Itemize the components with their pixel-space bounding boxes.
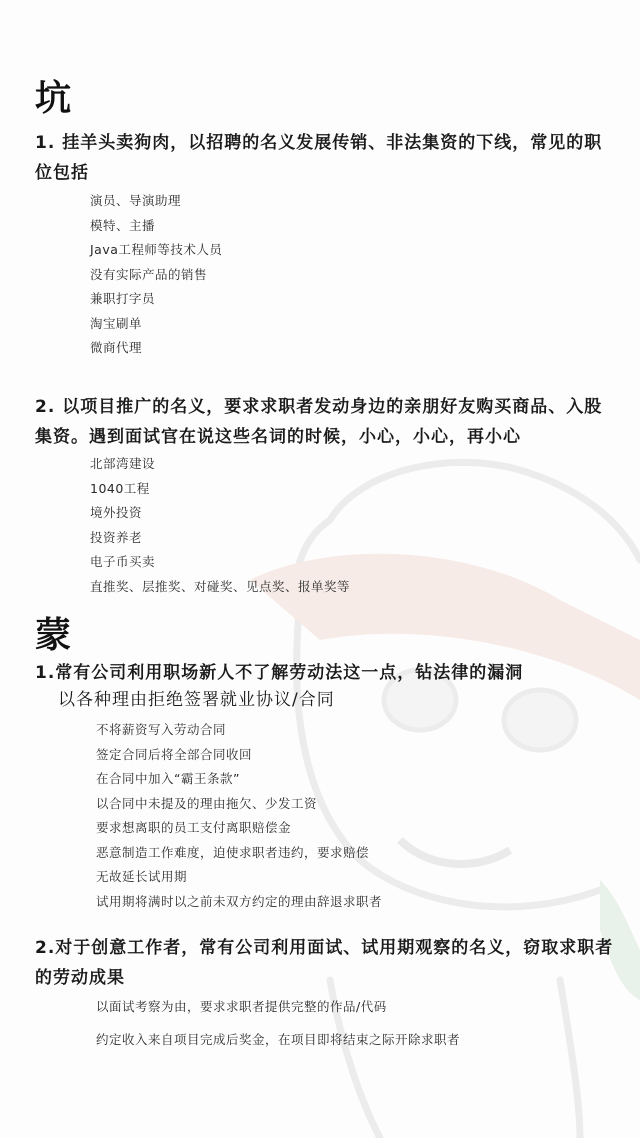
section-heading-meng: 蒙 xyxy=(35,615,73,656)
list-item: Java工程师等技术人员 xyxy=(90,242,223,257)
list-item: 在合同中加入“霸王条款” xyxy=(96,771,240,786)
list-item: 不将薪资写入劳动合同 xyxy=(96,722,227,737)
section-heading-keng: 坑 xyxy=(35,78,73,119)
list-item: 微商代理 xyxy=(90,340,143,355)
item-title: 1. 挂羊头卖狗肉，以招聘的名义发展传销、非法集资的下线，常见的职位包括 xyxy=(35,133,603,183)
bullet-list xyxy=(96,995,460,1052)
item-title: 2.对于创意工作者，常有公司利用面试、试用期观察的名义，窃取求职者的劳动成果 xyxy=(35,938,614,988)
list-item: 约定收入来自项目完成后奖金，在项目即将结束之际开除求职者 xyxy=(96,1031,461,1047)
item-subtitle: 以各种理由拒绝签署就业协议/合同 xyxy=(58,690,335,710)
item-title: 2. 以项目推广的名义，要求求职者发动身边的亲朋好友购买商品、入股集资。遇到面试官在说这些名词的时候，小心，小心，再小心 xyxy=(35,397,603,447)
list-item: 投资养老 xyxy=(90,529,143,545)
list-item: 以合同中未提及的理由拖欠、少发工资 xyxy=(96,795,318,811)
list-item: 以面试考察为由，要求求职者提供完整的作品/代码 xyxy=(96,999,387,1014)
list-item: 试用期将满时以之前未双方约定的理由辞退求职者 xyxy=(96,893,383,909)
bullet-list xyxy=(90,189,222,361)
list-item: 要求想离职的员工支付离职赔偿金 xyxy=(96,820,292,835)
bullet-list xyxy=(90,452,350,599)
list-item: 演员、导演助理 xyxy=(90,193,182,208)
list-item: 无故延长试用期 xyxy=(96,869,188,884)
list-item: 直推奖、层推奖、对碰奖、见点奖、报单奖等 xyxy=(90,578,351,594)
list-item: 1040工程 xyxy=(90,480,150,496)
list-item: 境外投资 xyxy=(90,505,143,520)
list-item: 兼职打字员 xyxy=(90,291,156,306)
item-title: 1.常有公司利用职场新人不了解劳动法这一点，钻法律的漏洞 xyxy=(35,663,524,683)
list-item: 北部湾建设 xyxy=(90,456,156,471)
list-item: 恶意制造工作难度，迫使求职者违约，要求赔偿 xyxy=(96,844,370,860)
list-item: 没有实际产品的销售 xyxy=(90,266,208,282)
list-item: 淘宝刷单 xyxy=(90,315,143,331)
list-item: 电子币买卖 xyxy=(90,554,156,569)
bullet-list xyxy=(96,718,382,914)
list-item: 签定合同后将全部合同收回 xyxy=(96,746,253,762)
list-item: 模特、主播 xyxy=(90,217,156,233)
